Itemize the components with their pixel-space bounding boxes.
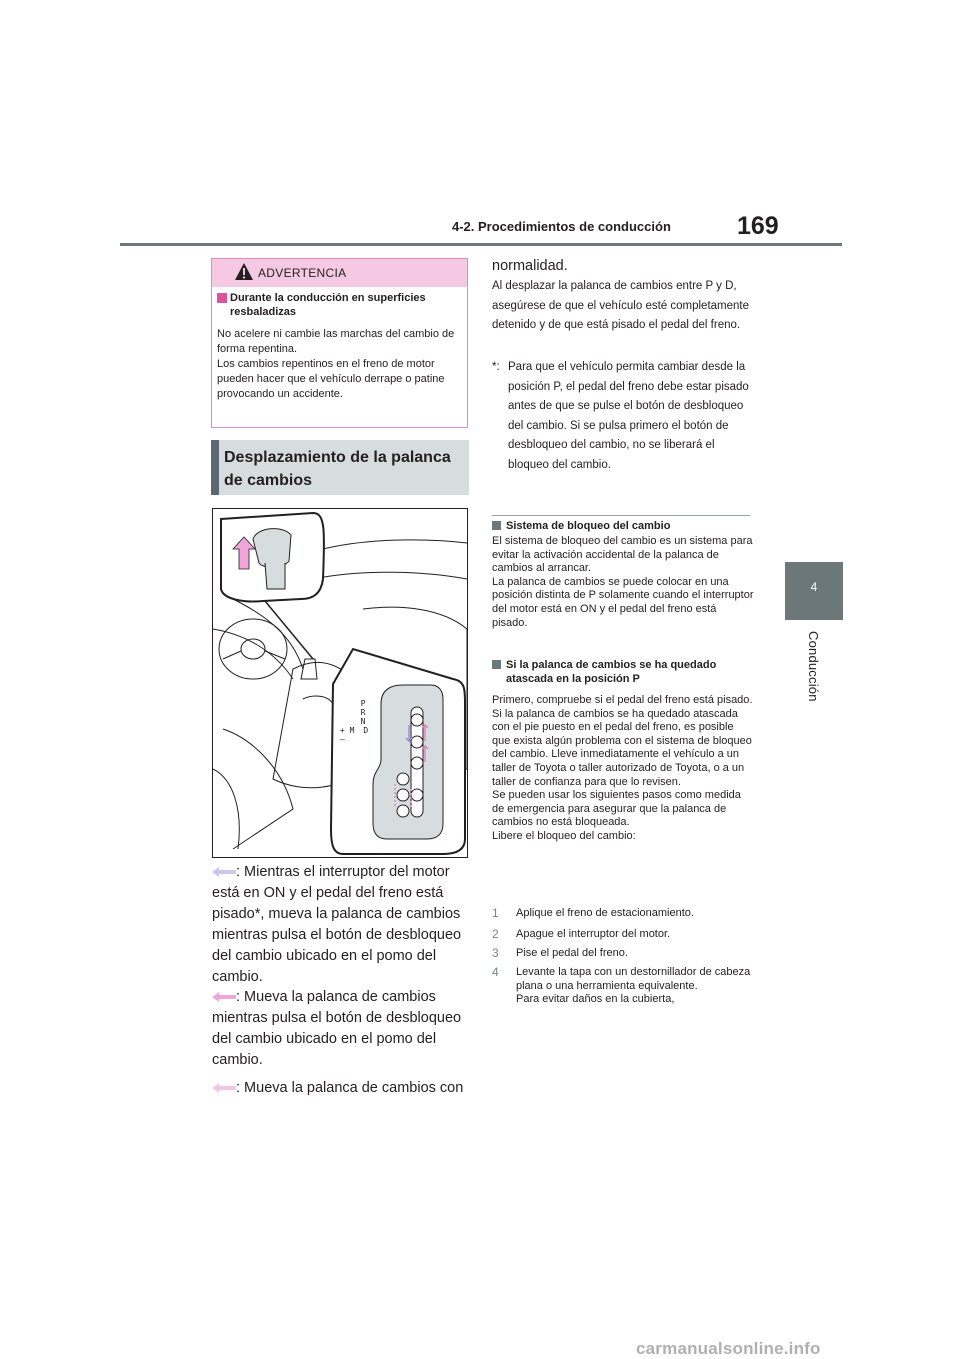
header-rule — [120, 243, 842, 246]
step-text: Aplique el freno de estacionamiento. — [516, 907, 694, 919]
gear-letter-m: M — [349, 726, 355, 735]
shift-gate-inset — [331, 649, 465, 854]
cabin-drawing — [213, 509, 467, 857]
step-number: 2 — [492, 927, 499, 941]
dashed-pink-arrow-icon — [212, 1083, 236, 1093]
legend-item-3 — [212, 1078, 474, 1099]
paragraph-stuck-in-p: Primero, compruebe si el pedal del freno está pisado. Si la palanca de cambios se ha quedado atascada con el pie puesto en el pedal del freno, es posible que exista algún problema con el sistema de bloqueo del cambio. Lleve inmediatamente el vehículo a un taller de Toyota o taller autorizado de Toyota, o a un taller de confianza para que lo revisen. Se pueden usar los siguientes pasos como medida de emergencia para asegurar que la palanca de cambios no está bloqueada. Libere el bloqueo del cambio: — [492, 694, 753, 842]
legend-item-2 — [212, 987, 474, 1071]
subheading-stuck-in-p — [492, 658, 754, 686]
gear-letter-n: N — [360, 717, 366, 726]
step-text: Apague el interruptor del motor. — [516, 928, 671, 940]
gear-plus: + — [340, 726, 345, 735]
continuation-text: normalidad. — [492, 258, 568, 274]
step-number: 4 — [492, 965, 499, 979]
chapter-tab-number: 4 — [810, 580, 818, 594]
step-text: Pise el pedal del freno. — [516, 947, 628, 959]
step-text: Levante la tapa con un destornillador de cabeza plana o una herramienta equivalente. Para evitar daños en la cubierta, — [516, 966, 751, 1006]
knob-inset — [221, 513, 324, 659]
legend-item-2-text: : Mueva la palanca de cambios mientras pulsa el botón de desbloqueo del cambio ubicado en el pomo del cambio. — [212, 989, 462, 1068]
blue-arrow-icon — [212, 867, 236, 877]
chapter-tab-label: Conducción — [806, 631, 821, 702]
warning-body: No acelere ni cambie las marchas del cambio de forma repentina. Los cambios repentinos en el freno de motor pueden hacer que el vehículo derrape o patine provocando un accidente. — [217, 328, 455, 400]
page-number: 169 — [737, 212, 779, 240]
section-heading: Desplazamiento de la palanca de cambios — [224, 449, 451, 489]
subheading-stuck-in-p-text: Si la palanca de cambios se ha quedado atascada en la posición P — [506, 659, 717, 685]
legend-item-1-text: : Mientras el interruptor del motor está en ON y el pedal del freno está pisado*, mueva la palanca de cambios mientras pulsa el botón de desbloqueo del cambio ubicado en el pomo del cambio. — [212, 864, 462, 985]
footnote — [492, 358, 754, 498]
pink-arrow-icon — [212, 992, 236, 1002]
square-bullet-icon — [492, 521, 501, 530]
column-divider — [492, 515, 750, 516]
warning-header — [212, 259, 467, 287]
warning-triangle-icon — [234, 262, 254, 281]
step-number: 3 — [492, 946, 499, 960]
warning-box — [211, 258, 468, 428]
paragraph-shift-p-d: Al desplazar la palanca de cambios entre P y D, asegúrese de que el vehículo esté completamente detenido y de que está pisado el pedal del freno. — [492, 280, 749, 331]
step-number: 1 — [492, 906, 499, 920]
footnote-text: Para que el vehículo permita cambiar desde la posición P, el pedal del freno debe estar pisado antes de que se pulse el botón de desbloqueo del cambio. Si se pulsa primero el botón de desbloqueo del cambio, no se liberará el bloqueo del cambio. — [508, 361, 749, 471]
paragraph-shift-lock: El sistema de bloqueo del cambio es un sistema para evitar la activación accidental de la palanca de cambios al arrancar. La palanca de cambios se puede colocar en una posición distinta de P solamente cuando el interruptor del motor está en ON y el pedal del freno está pisado. — [492, 535, 754, 629]
subheading-shift-lock — [492, 519, 754, 533]
footnote-marker: *: — [492, 361, 500, 373]
gear-letter-d: D — [363, 726, 369, 735]
legend-item-1 — [212, 862, 474, 988]
legend-item-3-text: : Mueva la palanca de cambios con — [236, 1080, 464, 1096]
warning-subtitle: Durante la conducción en superficies resbaladizas — [230, 292, 426, 318]
gear-minus: – — [340, 735, 345, 744]
gear-letter-r: R — [360, 708, 366, 717]
gear-letter-p: P — [360, 699, 366, 708]
section-heading-bar — [211, 440, 219, 495]
shift-lever-illustration — [212, 508, 468, 858]
running-header-section: 4-2. Procedimientos de conducción — [452, 219, 671, 234]
warning-title: ADVERTENCIA — [258, 266, 347, 280]
footer-watermark: carmanualsonline.info — [636, 1339, 821, 1358]
gear-m-row — [340, 726, 368, 735]
square-bullet-icon — [492, 660, 501, 669]
warning-bullet-icon — [217, 293, 227, 303]
gear-indicator — [340, 699, 368, 744]
subheading-shift-lock-text: Sistema de bloqueo del cambio — [506, 520, 671, 532]
